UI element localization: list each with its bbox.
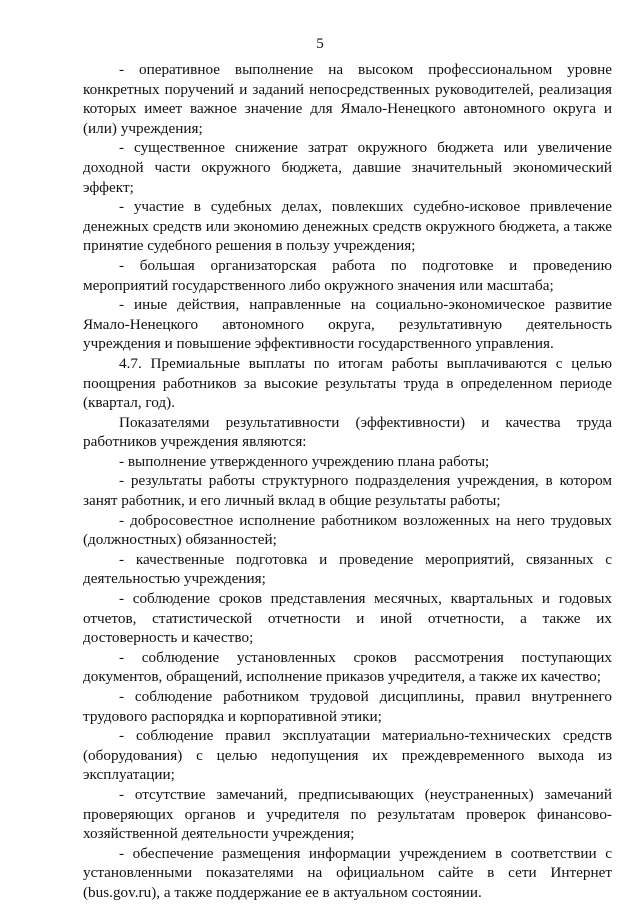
paragraph: - добросовестное исполнение работником возложенных на него трудовых (должностных) обязанностей; — [83, 511, 612, 549]
paragraph: - существенное снижение затрат окружного бюджета или увеличение доходной части окружного бюджета, давшие значительный экономический эффект; — [83, 139, 612, 196]
paragraph: - обеспечение размещения информации учреждением в соответствии с установленными показателями на официальном сайте в сети Интернет (bus.gov.ru), а также поддержание ее в актуальном состоянии. — [83, 844, 612, 901]
paragraph: - отсутствие замечаний, предписывающих (неустраненных) замечаний проверяющих органов и учредителя по результатам проверок финансово-хозяйственной деятельности учреждения; — [83, 785, 612, 843]
paragraph: - оперативное выполнение на высоком профессиональном уровне конкретных поручений и заданий непосредственных руководителей, реализация которых имеет важное значение для Ямало-Ненецкого автономного округа и (или) учреждения; — [83, 61, 612, 137]
paragraph: - соблюдение правил эксплуатации материально-технических средств (оборудования) с целью недопущения их преждевременного выхода из эксплуатации; — [83, 727, 612, 784]
paragraph: - соблюдение работником трудовой дисциплины, правил внутреннего трудового распорядка и корпоративной этики; — [83, 688, 612, 725]
paragraph: Показателями результативности (эффективности) и качества труда работников учреждения являются: — [83, 413, 612, 451]
paragraph: - результаты работы структурного подразделения учреждения, в котором занят работник, и его личный вклад в общие результаты работы; — [83, 472, 612, 510]
paragraph: 4.7. Премиальные выплаты по итогам работы выплачиваются с целью поощрения работников за высокие результаты труда в определенном периоде (квартал, год). — [83, 354, 612, 412]
page-number: 5 — [316, 36, 324, 52]
paragraph: - соблюдение сроков представления месячных, квартальных и годовых отчетов, статистической отчетности и иной отчетности, а также их достоверность и качество; — [83, 590, 612, 647]
paragraph: - иные действия, направленные на социально-экономическое развитие Ямало-Ненецкого автономного округа, результативную деятельность учреждения и повышение эффективности государственного управления. — [83, 296, 612, 353]
paragraph: - большая организаторская работа по подготовке и проведению мероприятий государственного либо окружного значения или масштаба; — [83, 256, 612, 294]
document-body — [83, 60, 612, 903]
paragraph: - участие в судебных делах, повлекших судебно-исковое привлечение денежных средств или экономию денежных средств окружного бюджета, а также принятие судебного решения в пользу учреждения; — [83, 198, 612, 255]
paragraph: - выполнение утвержденного учреждению плана работы; — [119, 452, 490, 470]
paragraph: - качественные подготовка и проведение мероприятий, связанных с деятельностью учреждения; — [83, 550, 612, 588]
paragraph: - соблюдение установленных сроков рассмотрения поступающих документов, обращений, исполнение приказов учредителя, а также их качество; — [83, 648, 612, 686]
